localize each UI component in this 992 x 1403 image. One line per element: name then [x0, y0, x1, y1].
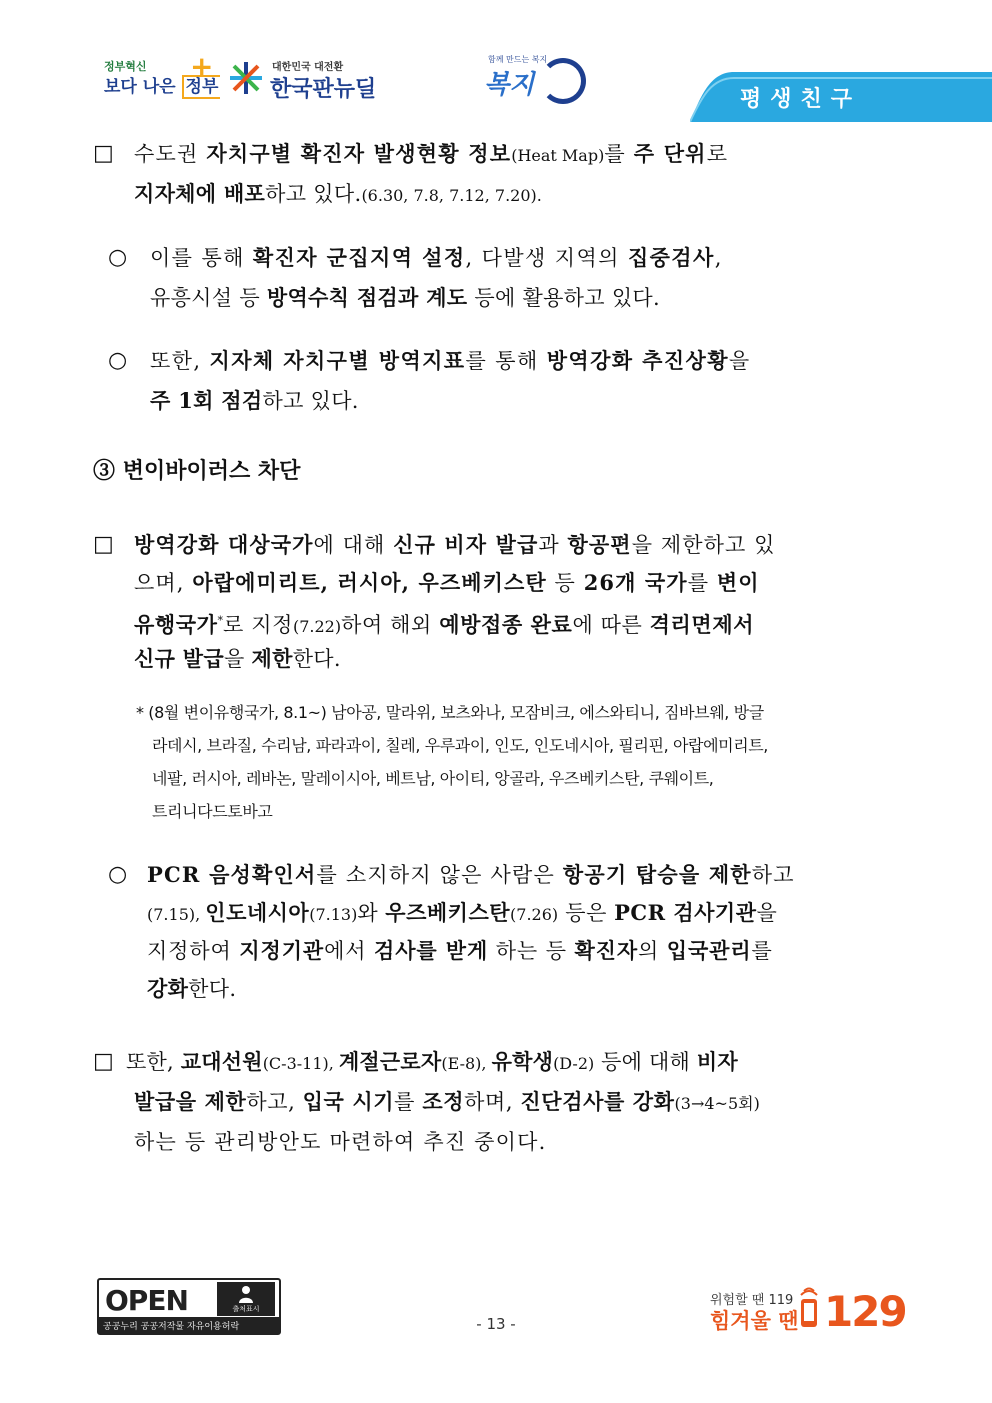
footnote-line: * (8월 변이유행국가, 8.1~) 남아공, 말라위, 보츠와나, 모잠비크, 에스와티니, 짐바브웨, 방글	[136, 703, 764, 722]
attribution-icon	[217, 1282, 275, 1316]
text-line: 유행국가*로 지정(7.22)하여 해외 예방접종 완료에 따른 격리면제서	[134, 612, 755, 637]
text-line: (7.15), 인도네시아(7.13)와 우즈베키스탄(7.26) 등은 PCR 검사기관을	[147, 900, 778, 925]
footnote-line: 트리니다드토바고	[152, 802, 273, 821]
section-title: 변이바이러스 차단	[122, 458, 301, 484]
text-line: 이를 통해 확진자 군집지역 설정, 다발생 지역의 집중검사,	[150, 245, 723, 270]
text-line: 수도권 자치구별 확진자 발생현황 정보(Heat Map)를 주 단위로	[134, 141, 729, 166]
hotline-line1: 위험할 땐 119	[710, 1293, 794, 1308]
circle-bullet: ○	[108, 862, 128, 887]
bokji-logo	[480, 54, 590, 106]
text-line: 으며, 아랍에미리트, 러시아, 우즈베키스탄 등 26개 국가를 변이	[134, 570, 760, 595]
open-label: OPEN	[105, 1284, 188, 1317]
section-heading	[93, 456, 300, 486]
bokji-small-text: 함께 만드는 복지	[488, 55, 548, 64]
text-line: 지자체에 배포하고 있다.(6.30, 7.8, 7.12, 7.20).	[134, 181, 542, 206]
text-line: 또한, 교대선원(C-3-11), 계절근로자(E-8), 유학생(D-2) 등에 대해 비자	[126, 1049, 738, 1074]
square-bullet: □	[93, 141, 114, 166]
text-line: 방역강화 대상국가에 대해 신규 비자 발급과 항공편을 제한하고 있	[134, 532, 776, 557]
hotline-line2: 힘겨울 땐	[710, 1309, 799, 1333]
attribution-label: 출처표시	[232, 1305, 260, 1313]
text-line: 또한, 지자체 자치구별 방역지표를 통해 방역강화 추진상황을	[150, 348, 751, 373]
text-line: 신규 발급을 제한한다.	[134, 646, 341, 671]
newdeal-star-icon	[226, 58, 266, 98]
circle-bullet: ○	[108, 245, 128, 270]
phone-icon	[798, 1287, 820, 1329]
gov-logo-main-b: 정부	[182, 75, 221, 99]
text-line: PCR 음성확인서를 소지하지 않은 사람은 항공기 탑승을 제한하고	[147, 862, 795, 887]
hotline-129-logo	[710, 1275, 906, 1337]
square-bullet: □	[93, 1049, 114, 1074]
text-line: 지정하여 지정기관에서 검사를 받게 하는 등 확진자의 입국관리를	[147, 938, 773, 963]
plus-icon: +	[190, 50, 214, 83]
text-line: 강화한다.	[147, 976, 237, 1001]
gov-logo-main-a: 보다 나은	[104, 77, 182, 97]
page-number: - 13 -	[476, 1315, 516, 1333]
section-number: ③	[93, 458, 116, 484]
text-line: 주 1회 점검하고 있다.	[150, 388, 359, 413]
circle-bullet: ○	[108, 348, 128, 373]
hotline-number: 129	[824, 1287, 906, 1336]
brand-tab-label: 평생친구	[740, 87, 862, 112]
text-line: 유흥시설 등 방역수칙 점검과 계도 등에 활용하고 있다.	[150, 285, 660, 310]
gov-innovation-logo	[102, 50, 219, 108]
footnote-line: 네팔, 러시아, 레바논, 말레이시아, 베트남, 아이티, 앙골라, 우즈베키스탄, 쿠웨이트,	[152, 769, 714, 788]
korean-new-deal-logo	[226, 58, 376, 104]
newdeal-small-text: 대한민국 대전환	[272, 62, 344, 73]
newdeal-main-text: 한국판뉴딜	[270, 77, 377, 102]
text-line: 하는 등 관리방안도 마련하여 추진 중이다.	[134, 1130, 547, 1154]
square-bullet: □	[93, 532, 114, 557]
gov-logo-small-text: 정부혁신	[104, 60, 147, 73]
open-badge-strip-text: 공공누리 공공저작물 자유이용허락	[103, 1322, 240, 1332]
page-header	[0, 0, 992, 130]
brand-tab	[690, 72, 992, 122]
bokji-main-text: 복지	[484, 70, 535, 100]
person-icon	[238, 1285, 254, 1303]
text-line: 발급을 제한하고, 입국 시기를 조정하며, 진단검사를 강화(3→4~5회)	[134, 1089, 760, 1114]
bokji-arc-icon	[540, 58, 586, 104]
footnote-line: 라데시, 브라질, 수리남, 파라과이, 칠레, 우루과이, 인도, 인도네시아, 필리핀, 아랍에미리트,	[152, 736, 768, 755]
